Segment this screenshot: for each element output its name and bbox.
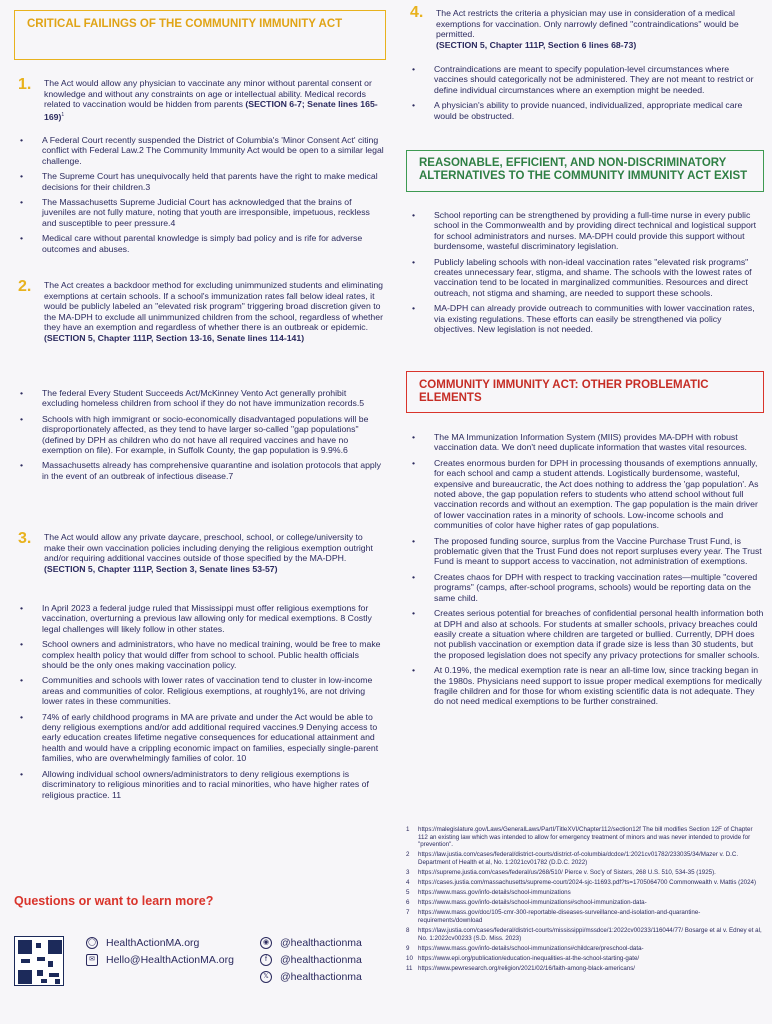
list-item: • The Massachusetts Supreme Judicial Court has acknowledged that the brains of juveniles are not fully mature, noting that youth are irresponsible, impetuous, reckless and susceptible to peer pressure.4 — [14, 197, 384, 228]
list-item: • The Supreme Court has unequivocally held that parents have the right to make medical decisions for their children.3 — [14, 171, 384, 192]
alternatives-heading: REASONABLE, EFFICIENT, AND NON-DISCRIMINATORY ALTERNATIVES TO THE COMMUNITY IMMUNITY ACT EXIST — [406, 150, 764, 192]
footnote-link[interactable]: https://www.mass.gov/info-details/school-immunizations#school-immunization-data- — [418, 899, 647, 907]
list-item: • School reporting can be strengthened by providing a full-time nurse in every public school in the Commonwealth and by providing direct technical and logistical support for school administrators and nurses. MA-DPH could provide this support without burdensome, wasteful discriminatory legislation. — [406, 210, 764, 252]
instagram-link[interactable]: @healthactionma — [280, 937, 362, 949]
point-number: 1. — [18, 76, 32, 93]
footnotes — [406, 826, 764, 975]
list-item: • Communities and schools with lower rates of vaccination tend to cluster in low-income areas and communities of color. Religious exemptions, at roughly1%, are not driving lower rates in these communities. — [14, 675, 384, 706]
point-1-text: The Act would allow any physician to vaccinate any minor without parental consent or knowledge and without any constraints on age or intellectual ability. Medical records related to vaccination would be hidden from parents (SECTION 6-7; Senate lines 165-169)$^1$ — [44, 78, 378, 122]
alternatives-bullets — [406, 210, 764, 339]
instagram-contact[interactable] — [260, 937, 362, 949]
email-link[interactable]: Hello@HealthActionMA.org — [106, 954, 234, 966]
list-item: • In April 2023 a federal judge ruled that Mississippi must offer religious exemptions for vaccination, overturning a previous law allowing only for medical exemptions. 8 Costly legal challenges will likely follow in other states. — [14, 603, 384, 634]
list-item: • 74% of early childhood programs in MA are private and under the Act would be able to deny religious exemptions and/or add additional required vaccines.9 Denying access to early education creates lifetime negative consequences for educational attainment and health and would have a crippling economic impact on families, especially single-parent families, who are overwhelmingly families of color. 10 — [14, 712, 384, 764]
list-item: • A Federal Court recently suspended the District of Columbia's 'Minor Consent Act' citing conflict with Federal Law.2 The Community Immunity Act would be open to a similar legal challenge. — [14, 135, 384, 166]
point-4-bullets — [406, 64, 764, 126]
footnote: 2 https://law.justia.com/cases/federal/district-courts/district-of-columbia/dcdce/1:2021cv01782/233035/34/Mazer v. D.C. Department of Health et al, No. 1:2021cv01782 (D.D.C. 2022) — [406, 851, 739, 866]
footnote: 11 https://www.pewresearch.org/religion/2021/02/16/faith-among-black-americans/ — [406, 964, 636, 972]
footnote: 9 https://www.mass.gov/info-details/school-immunizations#childcare/preschool-data- — [406, 944, 644, 952]
list-item: • The federal Every Student Succeeds Act/McKinney Vento Act generally prohibit excluding homeless children from school if they do not have immunization records.5 — [14, 388, 384, 409]
footnote-link[interactable]: https://law.justia.com/cases/federal/district-courts/district-of-columbia/dcdce/1:2021cv01782/233035/34/Mazer v. D.C. Department of Health et al, No. 1:2021cv01782 (D.D.C. 2022) — [418, 851, 739, 866]
list-item: • A physician's ability to provide nuanced, individualized, appropriate medical care would be obstructed. — [406, 100, 764, 121]
email-contact[interactable] — [86, 954, 234, 966]
footnote-link[interactable]: https://www.mass.gov/info-details/school-immunizations#childcare/preschool-data- — [418, 944, 644, 952]
list-item: • MA-DPH can already provide outreach to communities with lower vaccination rates, via existing regulations. These efforts can easily be strengthened via policy objectives. New legislation is not needed. — [406, 303, 764, 334]
section-ref: (SECTION 5, Chapter 111P, Section 3, Senate lines 53-57) — [44, 563, 278, 574]
point-3-bullets — [14, 603, 384, 805]
facebook-link[interactable]: @healthactionma — [280, 954, 362, 966]
x-icon: 𝕏 — [260, 971, 272, 983]
point-number: 3. — [18, 530, 32, 547]
footnote: 1 https://malegislature.gov/Laws/GeneralLaws/PartI/TitleXVI/Chapter112/section12f The bill modifies Section 12F of Chapter 112 an existing law which was intended to allow for emergency treatment of minors and was never intended to provide for "prevention". — [406, 826, 753, 849]
footnote: 5 https://www.mass.gov/info-details/school-immunizations — [406, 889, 571, 897]
section-ref: (SECTION 6-7; Senate lines 165-169) — [44, 99, 378, 122]
footnote-link[interactable]: https://supreme.justia.com/cases/federal/us/268/510/ Pierce v. Soc'y of Sisters, 268 U.S. 510, 534-35 (1925). — [418, 868, 716, 876]
questions-heading: Questions or want to learn more? — [14, 894, 214, 908]
qr-code[interactable] — [14, 936, 64, 986]
footnote-link[interactable]: https://malegislature.gov/Laws/GeneralLaws/PartI/TitleXVI/Chapter112/section12f The bill modifies Section 12F of Chapter 112 an existing law which was intended to allow for emergency treatment of minors and was never intended to provide for "prevention". — [418, 826, 753, 849]
list-item: • Contraindications are meant to specify population-level circumstances where vaccines should categorically not be administered. They are not meant to restrict or define individual circumstances where an exemption might be needed. — [406, 64, 764, 95]
list-item: • Schools with high immigrant or socio-economically disadvantaged populations will be disproportionately affected, as they tend to have larger so-called "gap populations" (defined by DPH as children who do not have all required vaccines and have no exemption on file). For example, in Suffolk County, the gap population is 9.9%.6 — [14, 414, 384, 456]
list-item: • Medical care without parental knowledge is simply bad policy and is rife for adverse outcomes and abuses. — [14, 233, 384, 254]
list-item: • Publicly labeling schools with non-ideal vaccination rates "elevated risk programs" creates unnecessary fear, stigma, and shame. The schools with the lowest rates of vaccination tend to be located in marginalized communities. Resources and direct outreach, not stigma and shaming, are needed to support these schools. — [406, 257, 764, 299]
instagram-icon: ◉ — [260, 937, 272, 949]
footnote: 7 https://www.mass.gov/doc/105-cmr-300-reportable-diseases-surveillance-and-isolation-and-quarantine-requirements/download — [406, 909, 701, 924]
point-number: 2. — [18, 278, 32, 295]
facebook-contact[interactable] — [260, 954, 362, 966]
facebook-icon: f — [260, 954, 272, 966]
point-4-text: The Act restricts the criteria a physician may use in consideration of a medical exemptions for vaccination. Only narrowly defined "contraindications" would be permitted. (SECTION 5, Chapter 111P, Section 6 lines 68-73) — [436, 8, 739, 50]
footnote-link[interactable]: https://www.mass.gov/info-details/school-immunizations — [418, 889, 571, 897]
footnote: 6 https://www.mass.gov/info-details/school-immunizations#school-immunization-data- — [406, 899, 647, 907]
mail-icon: ✉ — [86, 954, 98, 966]
list-item: • The proposed funding source, surplus from the Vaccine Purchase Trust Fund, is problematic given that the Trust Fund does not report surpluses every year. The Trust Fund is meant to support access to vaccination, not administration of exemptions. — [406, 536, 764, 567]
footnote-link[interactable]: https://www.pewresearch.org/religion/2021/02/16/faith-among-black-americans/ — [418, 964, 636, 972]
point-2-text: The Act creates a backdoor method for excluding unimmunized students and eliminating exemptions at certain schools. If a school's immunization rates fall below ideal rates, it would be publicly labeled an "elevated risk program" triggering broad discretion given to the MA-DPH to exclude all unimmunized children from the school, regardless of whether they have an exemption and regardless of whether there is an outbreak or epidemic. (SECTION 5, Chapter 111P, Section 13-16, Senate lines 114-141) — [44, 280, 384, 343]
point-3-text: The Act would allow any private daycare, preschool, school, or college/university to make their own vaccination policies including denying the religious exemption outright and/or requiring additional vaccines outside of those specified by the MA-DPH. (SECTION 5, Chapter 111P, Section 3, Senate lines 53-57) — [44, 532, 373, 574]
footnote-link[interactable]: https://law.justia.com/cases/federal/district-courts/mississippi/mssdce/1:2022cv00233/116044/77/ Bosarge et al v. Edney et al, No. 1:2022cv00233 (S.D. Miss. 2023) — [418, 927, 762, 942]
section-ref: (SECTION 5, Chapter 111P, Section 13-16, Senate lines 114-141) — [44, 332, 305, 343]
problematic-bullets — [406, 432, 764, 712]
point-number: 4. — [410, 4, 424, 21]
footnote: 8 https://law.justia.com/cases/federal/district-courts/mississippi/mssdce/1:2022cv00233/116044/77/ Bosarge et al v. Edney et al, No. 1:2022cv00233 (S.D. Miss. 2023) — [406, 927, 762, 942]
list-item: • Allowing individual school owners/administrators to deny religious exemptions is discriminatory to religious minorities and to racial minorities, who have higher rates of religious practice. 11 — [14, 769, 384, 800]
point-2-bullets — [14, 388, 384, 486]
list-item: • Creates chaos for DPH with respect to tracking vaccination rates—multiple "covered programs" (camps, after-school programs, schools) would be reporting data on the same child. — [406, 572, 764, 603]
x-link[interactable]: @healthactionma — [280, 971, 362, 983]
footnote: 10 https://www.epi.org/publication/education-inequalities-at-the-school-starting-gate/ — [406, 954, 640, 962]
x-contact[interactable] — [260, 971, 362, 983]
section-ref: (SECTION 5, Chapter 111P, Section 6 lines 68-73) — [436, 39, 637, 50]
list-item: • Creates enormous burden for DPH in processing thousands of exemptions annually, for each school and camp a student attends. Logistically burdensome, wasteful, expensive and bureaucratic, the Act does nothing to address the 'gap population'. As noted above, the gap population refers to students who attend school without full vaccination records and without an exemption. The gap population is the main driver of lower vaccination rates in a minority of schools. Low-income schools and communities of color have higher rates of gap populations. — [406, 458, 764, 531]
point-1-bullets — [14, 135, 384, 259]
list-item: • At 0.19%, the medical exemption rate is near an all-time low, since tracking began in the 1980s. Physicians need support to issue proper medical exemptions for medically fragile children and for those for whom existing scientific data is not adequate. They do not need medical exemptions to be further constrained. — [406, 665, 764, 707]
footnote-link[interactable]: https://www.epi.org/publication/education-inequalities-at-the-school-starting-gate/ — [418, 954, 640, 962]
list-item: • Massachusetts already has comprehensive quarantine and isolation protocols that apply in the event of an outbreak of infectious disease.7 — [14, 460, 384, 481]
list-item: • The MA Immunization Information System (MIIS) provides MA-DPH with robust vaccination data. We don't need duplicate information that wastes vital resources. — [406, 432, 764, 453]
footnote-link[interactable]: https://www.mass.gov/doc/105-cmr-300-reportable-diseases-surveillance-and-isolation-and-quarantine-requirements/download — [418, 909, 701, 924]
website-contact[interactable] — [86, 937, 199, 949]
footnote-link[interactable]: https://cases.justia.com/massachusetts/supreme-court/2024-sjc-11693.pdf?ts=1705064700 Commonwealth v. Mattis (2024) — [418, 879, 757, 887]
critical-failings-heading — [14, 10, 386, 60]
globe-icon: ◯ — [86, 937, 98, 949]
list-item: • Creates serious potential for breaches of confidential personal health information both at DPH and also at schools. For students at smaller schools, privacy breaches could easily create a situation where children are targeted or bullied. Currently, DPH does not publish vaccination or exemption data if grade size is less than 30 students, but the proposed legislation does not specify any privacy protections for smaller schools. — [406, 608, 764, 660]
list-item: • School owners and administrators, who have no medical training, would be free to make complex health policy that would differ from school to school. Public health officials should be the only ones making vaccination policy. — [14, 639, 384, 670]
problematic-elements-heading: COMMUNITY IMMUNITY ACT: OTHER PROBLEMATIC ELEMENTS — [406, 371, 764, 413]
heading-text: CRITICAL FAILINGS OF THE COMMUNITY IMMUNITY ACT — [27, 18, 343, 30]
footnote: 4 https://cases.justia.com/massachusetts/supreme-court/2024-sjc-11693.pdf?ts=1705064700 Commonwealth v. Mattis (2024) — [406, 879, 757, 887]
website-link[interactable]: HealthActionMA.org — [106, 937, 200, 949]
footnote: 3 https://supreme.justia.com/cases/federal/us/268/510/ Pierce v. Soc'y of Sisters, 268 U.S. 510, 534-35 (1925). — [406, 868, 716, 876]
